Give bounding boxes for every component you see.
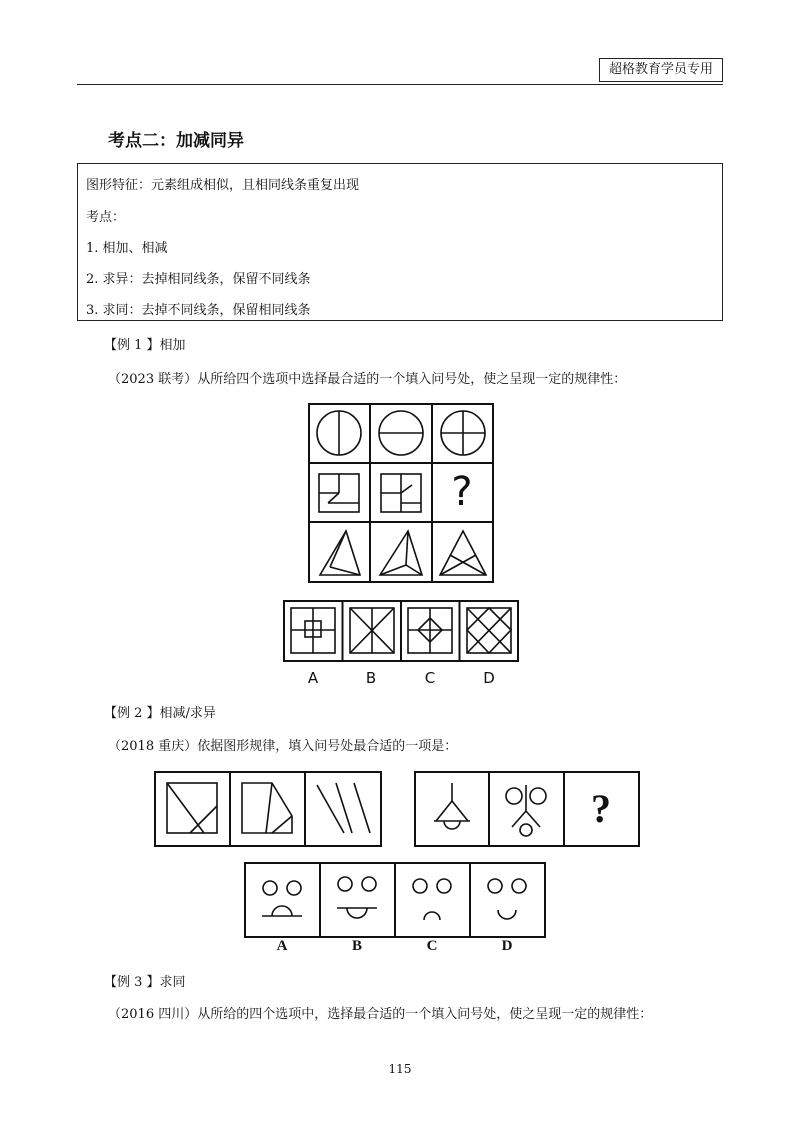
panel3-line bbox=[317, 785, 344, 833]
example3-title: 【例 3 】求同 bbox=[104, 975, 186, 990]
option-a-mouth bbox=[272, 906, 292, 916]
option-b-eye bbox=[362, 877, 376, 891]
triangle-b-line bbox=[406, 531, 408, 565]
option-c-eye bbox=[413, 879, 427, 893]
option-c-eye bbox=[437, 879, 451, 893]
panel2-line bbox=[272, 816, 292, 833]
example1-title: 【例 1 】相加 bbox=[104, 338, 186, 353]
example1-question-mark: ? bbox=[451, 469, 473, 515]
panel1-square bbox=[167, 783, 217, 833]
example1-question: （2023 联考）从所给四个选项中选择最合适的一个填入问号处，使之呈现一定的规律性： bbox=[108, 372, 627, 387]
example2-options bbox=[244, 862, 546, 938]
example1-options bbox=[283, 600, 519, 662]
feature-line: 2. 求异：去掉相同线条，保留不同线条 bbox=[86, 272, 311, 287]
example2-left-sequence bbox=[154, 771, 382, 847]
example2-question-mark: ? bbox=[591, 786, 611, 831]
example1-option-label-d: D bbox=[483, 669, 495, 687]
example2-option-label-a: A bbox=[276, 938, 288, 954]
feature-line: 考点： bbox=[86, 210, 126, 225]
example2-option-label-d: D bbox=[501, 938, 513, 954]
example2-question: （2018 重庆）依据图形规律，填入问号处最合适的一项是： bbox=[108, 739, 458, 754]
lamp-line bbox=[436, 801, 452, 821]
example1-option-label-c: C bbox=[424, 669, 436, 687]
option-b-mouth bbox=[347, 908, 367, 918]
lamp-bulb bbox=[444, 821, 460, 829]
panel3-line bbox=[336, 783, 352, 833]
feature-box bbox=[77, 163, 723, 321]
option-d-eye bbox=[512, 879, 526, 893]
page-number: 115 bbox=[388, 1062, 412, 1076]
figure-circle bbox=[530, 788, 546, 804]
figure-circle bbox=[520, 824, 532, 836]
triangle-a-line bbox=[330, 567, 360, 575]
example2-title: 【例 2 】相减/求异 bbox=[104, 706, 216, 721]
square-a-line bbox=[328, 493, 339, 503]
header-rule bbox=[77, 84, 723, 85]
panel2-line bbox=[266, 783, 272, 833]
option-d-mouth bbox=[498, 910, 516, 919]
option-a-eye bbox=[287, 881, 301, 895]
panel3-line bbox=[354, 783, 370, 833]
header-tag: 超格教育学员专用 bbox=[599, 58, 723, 82]
feature-line: 1. 相加、相减 bbox=[86, 241, 168, 256]
square-b-line bbox=[401, 485, 412, 493]
example1-option-label-b: B bbox=[365, 669, 377, 687]
triangle-b-shape bbox=[380, 531, 422, 575]
option-a-eye bbox=[263, 881, 277, 895]
figure-circle bbox=[506, 788, 522, 804]
example1-option-label-a: A bbox=[307, 669, 319, 687]
triangle-a-line bbox=[330, 531, 346, 567]
feature-line: 3. 求同：去掉不同线条，保留相同线条 bbox=[86, 303, 311, 318]
option-d-eye bbox=[488, 879, 502, 893]
feature-line: 图形特征：元素组成相似，且相同线条重复出现 bbox=[86, 178, 360, 193]
triangle-c-shape bbox=[440, 531, 486, 575]
option-c-mouth bbox=[424, 912, 440, 920]
triangle-a-shape bbox=[320, 531, 360, 575]
example2-option-label-c: C bbox=[426, 938, 438, 954]
example2-option-label-b: B bbox=[351, 938, 362, 954]
section-title: 考点二：加减同异 bbox=[108, 131, 244, 151]
example3-question: （2016 四川）从所给的四个选项中，选择最合适的一个填入问号处，使之呈现一定的规律性： bbox=[108, 1007, 653, 1022]
option-b-eye bbox=[338, 877, 352, 891]
lamp-line bbox=[452, 801, 468, 821]
